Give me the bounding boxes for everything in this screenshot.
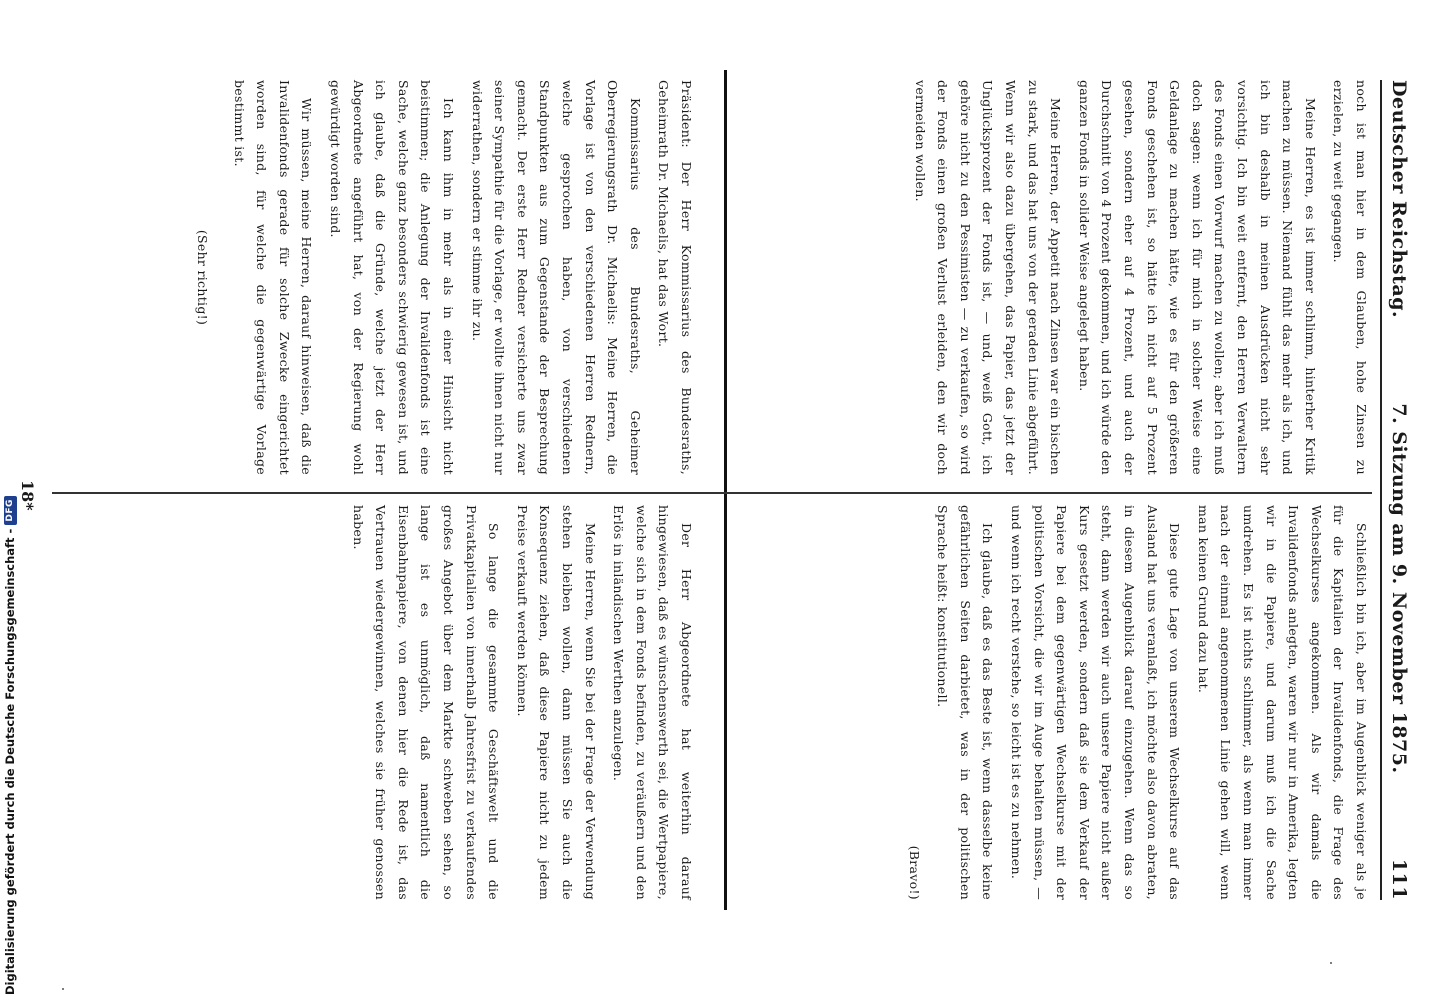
running-header	[1384, 80, 1414, 900]
paragraph: So lange die gesammte Geschäftswelt und die Privatkapitalien von innerhalb Jahresfrist zu verkaufendes großes Angebot über dem Markte schweben sehen, so lange ist es unmöglich, daß namentlich die Eisenbahnpapiere, von denen hier die Rede ist, das Vertrauen wiedergewinnen, welches sie früher genossen haben.	[350, 505, 502, 900]
column-divider	[52, 492, 1372, 494]
paragraph: Meine Herren, es ist immer schlimm, hinterher Kritik machen zu müssen. Niemand fühlt das mehr als ich, und ich bin deshalb in meinen Ausdrücken nicht sehr vorsichtig. Ich bin weit entfernt, den Herren Verwaltern des Fonds einen Vorwurf machen zu wollen; aber ich muß doch sagen: wenn ich für mich in solcher Weise eine Geldanlage zu machen hätte, wie es für den größeren Fonds geschehen ist, so hätte ich nicht auf 5 Prozent gesehen, sondern eher auf 4 Prozent, und auch der Durchschnitt von 4 Prozent gekommen, und ich würde den ganzen Fonds in solider Weise angelegt haben.	[1076, 80, 1318, 475]
scan-speck	[1330, 962, 1332, 964]
paragraph: Präsident: Der Herr Kommissarius des Bundesraths, Geheimrath Dr. Michaelis, hat das Wort.	[656, 80, 694, 475]
column-upper-right	[752, 505, 1372, 900]
applause-note: (Bravo!)	[906, 845, 922, 900]
column-lower-left	[57, 80, 697, 475]
paragraph: Ich kann ihm in mehr als in einer Hinsicht nicht beistimmen; die Anlegung der Invalidenfonds ist eine Sache, welche ganz besonders schwierig gewesen ist, und ich glaube, daß die Gründe, welche jetzt der Herr Abgeordnete angeführt hat, von der Regierung wohl gewürdigt worden sind.	[328, 80, 457, 475]
header-rule	[1380, 80, 1382, 900]
header-session: 7. Sitzung am 9. November 1875.	[1388, 403, 1410, 774]
rotated-document-sheet	[0, 40, 1432, 930]
paragraph: Der Herr Abgeordnete hat weiterhin darauf hingewiesen, daß es wünschenswerth sei, die Wertpapiere, welche sich in dem Fonds befinden, zu veräußern und den Erlös in inländischen Werthen anzulegen.	[611, 505, 694, 900]
paragraph: noch ist man hier in dem Glauben, hohe Zinsen zu erzielen, zu weit gegangen.	[1331, 80, 1369, 475]
column-lower-right	[57, 505, 697, 900]
paragraph: Schließlich bin ich, aber im Augenblick weniger als je für die Kapitalien der Invalidenfonds, die Frage des Wechselkurses angekommen. Als wir damals die Invalidenfonds anlegten, waren wir nur in Amerika, legten wir in die Papiere, und darum muß ich die Sache umdrehen. Es ist nichts schlimmer, als wenn man immer nach der einmal angenommenen Linie gehen will, wenn man keinen Grund dazu hat.	[1195, 505, 1369, 900]
footer-credit-text: Digitalisierung gefördert durch die Deutsche Forschungsgemeinschaft -	[3, 528, 17, 995]
digitization-footer	[0, 0, 20, 1000]
header-page-number: 111	[1388, 858, 1410, 900]
paragraph: Kommissarius des Bundesraths, Geheimer Oberregierungsrath Dr. Michaelis: Meine Herren, die Vorlage ist von den verschiedenen Herren Rednern, welche gesprochen haben, von verschiedenen Standpunkten aus zum Gegenstande der Besprechung gemacht. Der erste Herr Redner versicherte uns zwar seiner Sympathie für die Vorlage, er wollte ihnen nicht nur widerrathen, sondern er stimme ihr zu.	[469, 80, 643, 475]
paragraph: Meine Herren, der Appetit nach Zinsen war ein bischen zu stark, und das hat uns von der geraden Linie abgeführt. Wenn wir also dazu übergehen, das Papier, das jetzt der Unglücksprozent der Fonds ist, — und, weiß Gott, ich gehöre nicht zu den Pessimisten — zu verkaufen, so wird der Fonds einen großen Verlust erleiden, den wir doch vermeiden wollen.	[912, 80, 1064, 475]
column-upper-left	[752, 80, 1372, 475]
paragraph: Diese gute Lage von unserem Wechselkurse auf das Ausland hat uns veranlaßt, ich möchte also davon abraten, in diesem Augenblick darauf einzugehen. Wenn das so steht, dann werden wir auch unsere Papiere nicht außer Kurs gesetzt werden, sondern daß sie dem Verkauf der Papiere bei dem gegenwärtigen Wechselkurse mit der politischen Vorsicht, die wir im Auge behalten müssen, — und wenn ich recht verstehe, so leicht ist es zu nehmen.	[1009, 505, 1183, 900]
section-divider	[724, 70, 727, 910]
dfg-logo-icon: DFG	[4, 496, 17, 525]
interjection-note: (Sehr richtig!)	[195, 229, 211, 326]
signature-mark: 18*	[18, 480, 37, 511]
paragraph: Meine Herren, wenn Sie bei der Frage der Verwendung stehen bleiben wollen, dann müssen Sie auch die Konsequenz ziehen, daß diese Papiere nicht zu jedem Preise verkauft werden können.	[514, 505, 598, 900]
scan-speck	[62, 988, 64, 990]
header-title: Deutscher Reichstag.	[1388, 80, 1410, 319]
paragraph: Ich glaube, daß es das Beste ist, wenn dasselbe keine gefährlichen Seiten darbietet, was in der politischen Sprache heißt: konstitutionell.	[935, 505, 996, 900]
paragraph: Wir müssen, meine Herren, darauf hinweisen, daß die Invalidenfonds gerade für solche Zwecke eingerichtet worden sind, für welche die gegenwärtige Vorlage bestimmt ist.	[231, 80, 315, 475]
footer-credit	[2, 499, 18, 995]
